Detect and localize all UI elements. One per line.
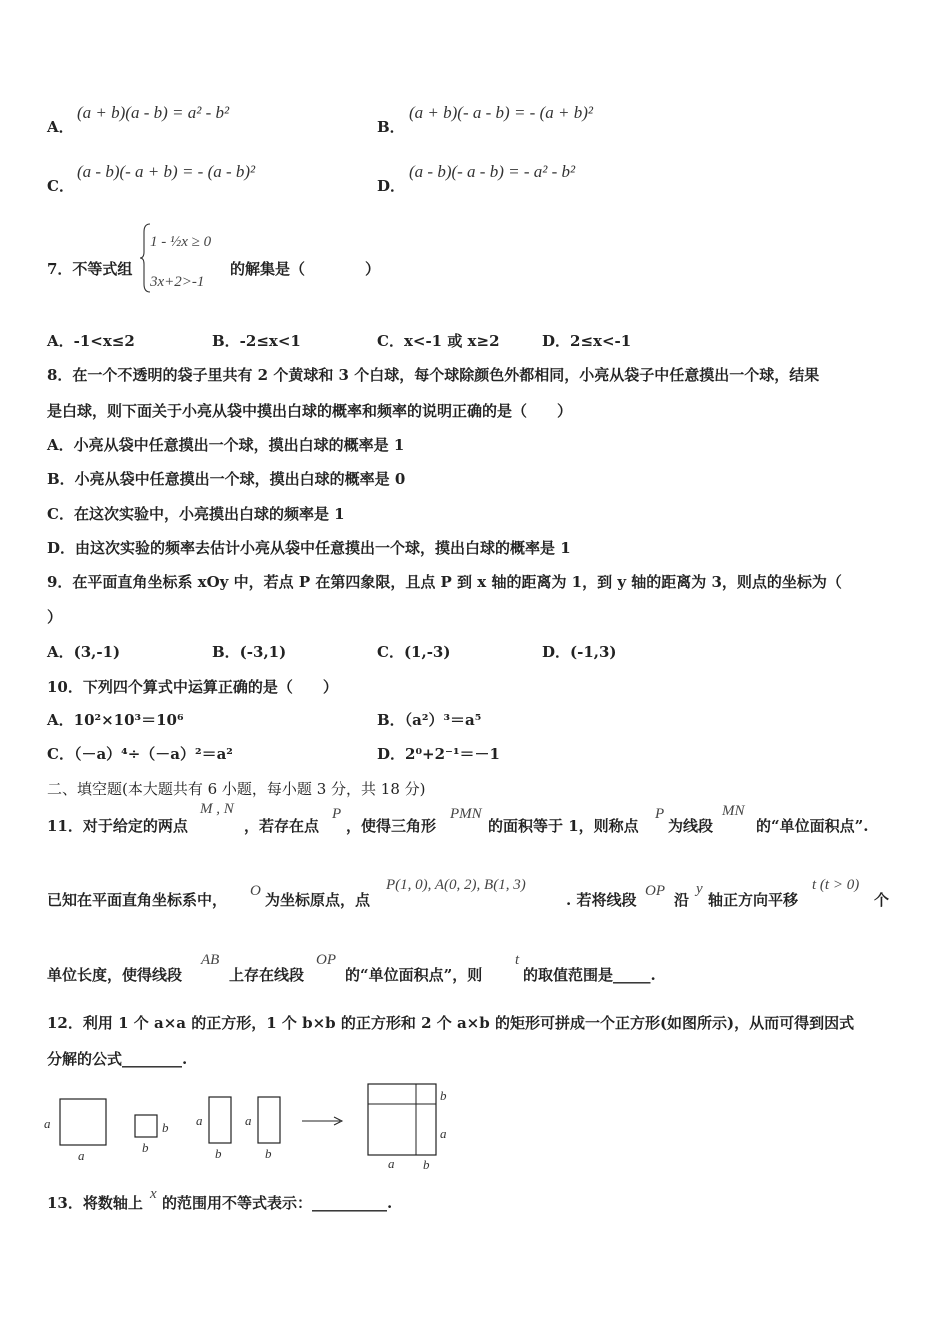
q11-line2-math-op: OP [645,883,665,899]
q6-option-c-expr: (a - b)(- a + b) = - (a - b)² [77,162,256,181]
q7-system-line2: 3x+2>-1 [150,274,205,290]
q11-text-6: 的“单位面积点”. [756,817,869,835]
q11-text-2: ，若存在点 [244,817,320,835]
q9-option-b: B．(-3,1) [212,643,287,661]
fig-label-a-side: a [44,1116,51,1131]
q8-option-d: D．由这次实验的频率去估计小亮从袋中任意摸出一个球，摸出白球的概率是 1 [47,539,571,557]
q9-stem-line2: ） [47,608,63,626]
fig-label-b-side: b [162,1120,169,1135]
q11-line2-text-3: . 若将线段 [566,891,637,909]
q7-option-d: D．2≤x<-1 [542,332,632,350]
q11-line3-text-2: 上存在线段 [229,966,305,984]
q10-stem: 10．下列四个算式中运算正确的是（ ） [47,678,338,696]
q11-line3-text-4: 的取值范围是_____. [523,966,656,984]
q9-stem-line1: 9．在平面直角坐标系 xOy 中，若点 P 在第四象限，且点 P 到 x 轴的距离为 1，到 y 轴的距离为 3，则点的坐标为（ [47,573,842,591]
q10-option-a: A．10²×10³＝10⁶ [47,711,184,729]
q11-line2-text-2: 为坐标原点，点 [265,891,371,909]
q7-stem: 7．不等式组 [47,260,133,278]
q11-text-1: 11．对于给定的两点 [47,817,188,835]
fig-label-a-bottom: a [78,1148,85,1163]
q6-option-d-label: D． [377,177,406,195]
q7-option-c: C．x<-1 或 x≥2 [377,332,500,350]
q8-option-c: C．在这次实验中，小亮摸出白球的频率是 1 [47,505,345,523]
q13-text-1: 13．将数轴上 [47,1194,143,1212]
q11-line2-math-points: P(1, 0), A(0, 2), B(1, 3) [386,877,526,893]
q12-figure [40,1080,470,1175]
q11-text-4: 的面积等于 1，则称点 [488,817,639,835]
fig-label-b-bottom: b [142,1140,149,1155]
q7-option-a: A．-1<x≤2 [47,332,135,350]
q6-option-b-expr: (a + b)(- a - b) = - (a + b)² [409,103,593,122]
q11-math-mn: M , N [200,801,234,817]
q9-option-a: A．(3,-1) [47,643,121,661]
fig-square-b [135,1115,157,1137]
fig-label-rect1-a: a [196,1113,203,1128]
q11-line3-math-ab: AB [201,952,220,968]
fig-label-rect2-a: a [245,1113,252,1128]
fig-combined-label-b-right: b [440,1088,447,1103]
q11-math-p: P [332,806,342,822]
q11-line2-text-1: 已知在平面直角坐标系中， [47,891,228,909]
fig-rect-ab-2 [258,1097,280,1143]
q10-option-d: D．2⁰+2⁻¹＝－1 [377,745,500,763]
fig-combined-label-b-bottom: b [423,1157,430,1172]
q6-option-b-label: B． [377,118,405,136]
fig-label-rect1-b: b [215,1146,222,1161]
q11-text-3: ，使得三角形 [346,817,437,835]
fig-rect-ab-1 [209,1097,231,1143]
q7-system-line1: 1 - ½x ≥ 0 [150,234,212,250]
q11-math-mn2: MN [722,803,745,819]
fig-combined-label-a-right: a [440,1126,447,1141]
q6-option-c-label: C． [47,177,74,195]
q11-line3-math-op: OP [316,952,336,968]
q8-option-a: A．小亮从袋中任意摸出一个球，摸出白球的概率是 1 [47,436,405,454]
fig-label-rect2-b: b [265,1146,272,1161]
q7-option-b: B．-2≤x<1 [212,332,301,350]
q11-line3-text-1: 单位长度，使得线段 [47,966,183,984]
q11-line2-math-o: O [250,883,261,899]
q8-stem-line2: 是白球，则下面关于小亮从袋中摸出白球的概率和频率的说明正确的是（ ） [47,402,573,420]
q6-option-a-expr: (a + b)(a - b) = a² - b² [77,103,230,122]
q11-line2-text-4: 沿 [674,891,690,909]
section-title: 二、填空题(本大题共有 6 小题，每小题 3 分，共 18 分) [47,780,426,798]
q13-math-x: x [150,1186,157,1202]
q12-stem-line2: 分解的公式________. [47,1050,188,1068]
q8-stem-line1: 8．在一个不透明的袋子里共有 2 个黄球和 3 个白球，每个球除颜色外都相同，小亮从袋子中任意摸出一个球，结果 [47,366,820,384]
q6-option-d-expr: (a - b)(- a - b) = - a² - b² [409,162,576,181]
q10-option-c: C．（－a）⁴÷（－a）²＝a² [47,745,233,763]
q11-line2-text-5: 轴正方向平移 [708,891,799,909]
fig-combined-label-a-bottom: a [388,1156,395,1171]
fig-combined-square [368,1084,436,1155]
q8-option-b: B．小亮从袋中任意摸出一个球，摸出白球的概率是 0 [47,470,406,488]
q6-option-a-label: A． [47,118,74,136]
q13-text-2: 的范围用不等式表示：__________. [162,1194,393,1212]
q11-line2-text-6: 个 [874,891,890,909]
q11-math-p2: P [655,806,665,822]
q11-math-pmn: PMN [450,806,482,822]
q11-line2-math-y: y [696,881,703,897]
q9-option-c: C．(1,-3) [377,643,451,661]
q10-option-b: B．（a²）³＝a⁵ [377,711,482,729]
q11-line2-math-t: t (t > 0) [812,877,860,893]
q12-stem-line1: 12．利用 1 个 a×a 的正方形，1 个 b×b 的正方形和 2 个 a×b 的矩形可拼成一个正方形(如图所示)，从而可得到因式 [47,1014,855,1032]
fig-square-a [60,1099,106,1145]
q11-line3-math-t: t [515,952,520,968]
q11-line3-text-3: 的“单位面积点”，则 [345,966,483,984]
q7-stem-tail: 的解集是（ ） [230,260,381,278]
q9-option-d: D．(-1,3) [542,643,617,661]
q11-text-5: 为线段 [668,817,714,835]
